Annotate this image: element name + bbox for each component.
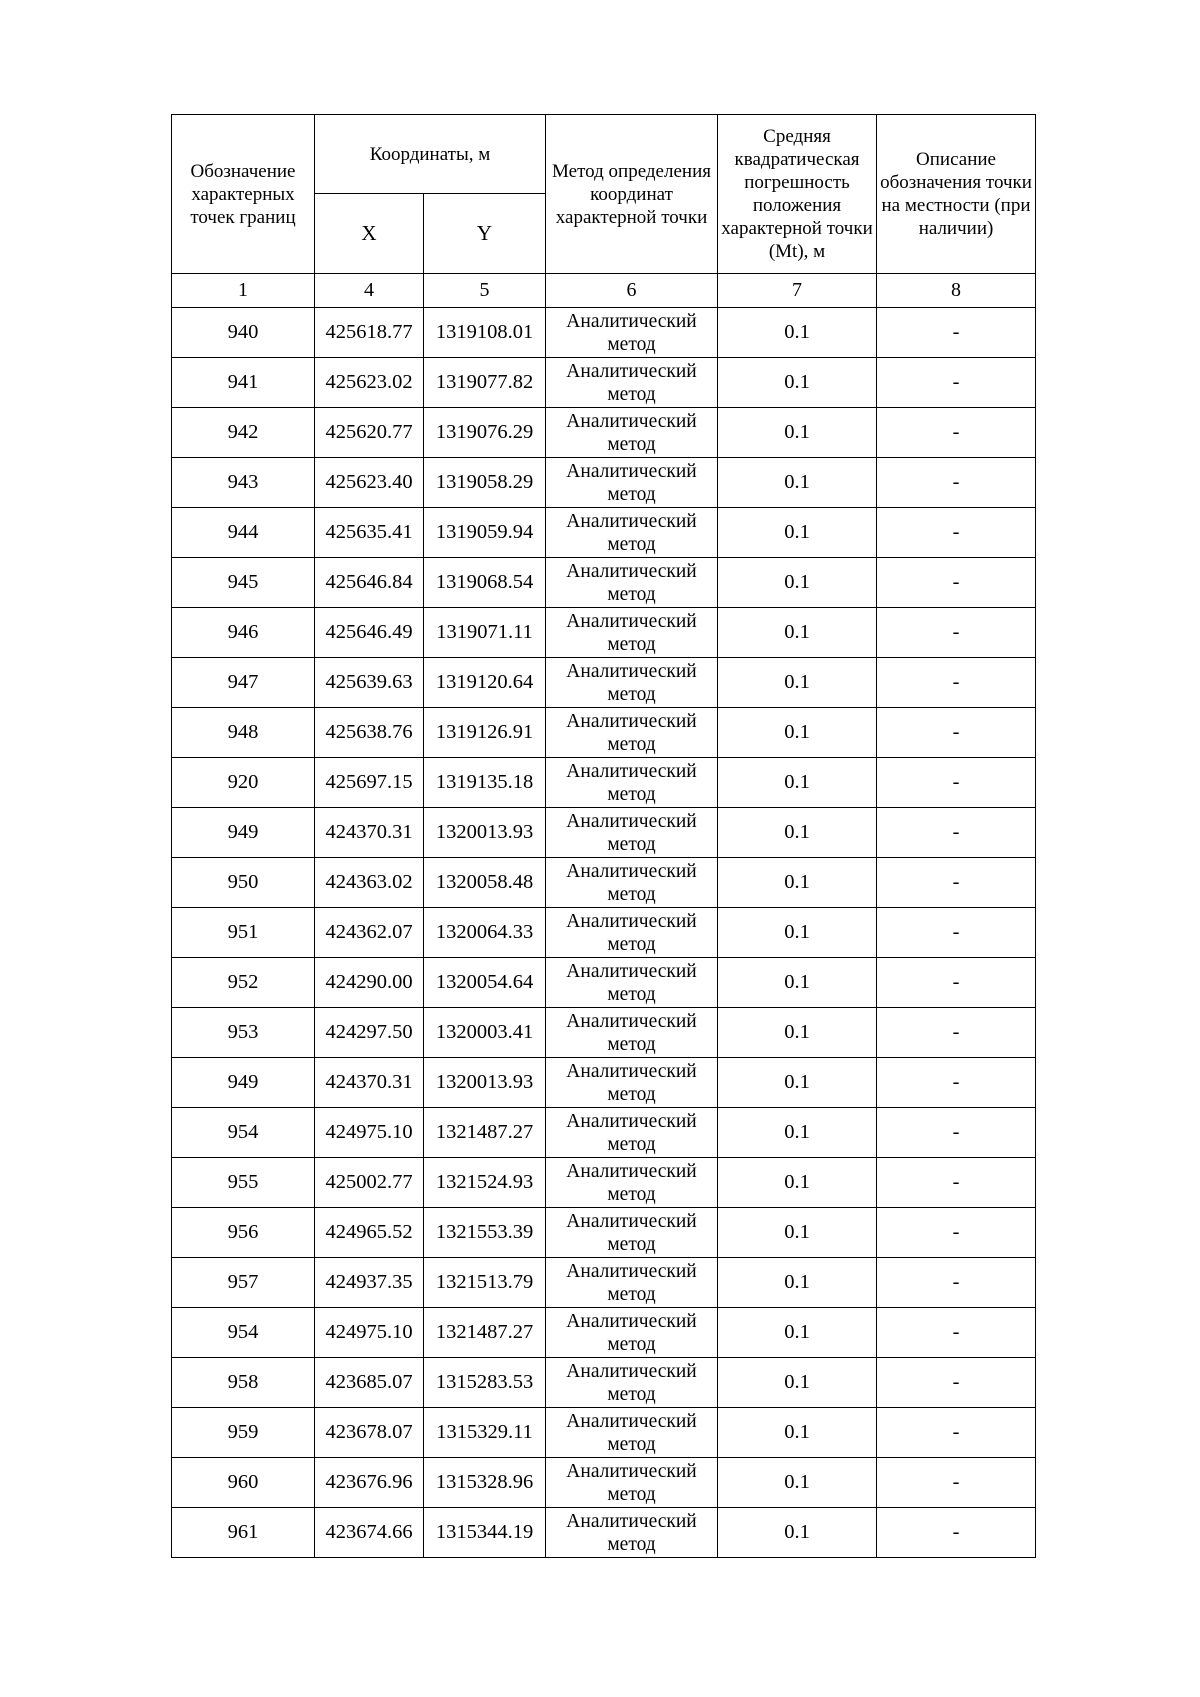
cell-method: Аналитический метод	[546, 1308, 718, 1358]
cell-method: Аналитический метод	[546, 358, 718, 408]
cell-description: -	[877, 1458, 1036, 1508]
cell-description: -	[877, 458, 1036, 508]
cell-y-coordinate: 1319135.18	[424, 758, 546, 808]
cell-point-number: 942	[172, 408, 315, 458]
table-row	[172, 758, 1036, 808]
cell-accuracy: 0.1	[718, 658, 877, 708]
table-row	[172, 858, 1036, 908]
cell-description: -	[877, 1358, 1036, 1408]
cell-y-coordinate: 1319071.11	[424, 608, 546, 658]
cell-point-number: 944	[172, 508, 315, 558]
table-body	[172, 308, 1036, 1558]
cell-x-coordinate: 425646.49	[315, 608, 424, 658]
cell-x-coordinate: 424965.52	[315, 1208, 424, 1258]
cell-x-coordinate: 424363.02	[315, 858, 424, 908]
cell-description: -	[877, 308, 1036, 358]
cell-method: Аналитический метод	[546, 1258, 718, 1308]
cell-accuracy: 0.1	[718, 708, 877, 758]
cell-method: Аналитический метод	[546, 958, 718, 1008]
cell-accuracy: 0.1	[718, 358, 877, 408]
cell-description: -	[877, 1208, 1036, 1258]
cell-y-coordinate: 1320013.93	[424, 1058, 546, 1108]
cell-y-coordinate: 1319108.01	[424, 308, 546, 358]
cell-x-coordinate: 424975.10	[315, 1308, 424, 1358]
cell-description: -	[877, 408, 1036, 458]
cell-method: Аналитический метод	[546, 408, 718, 458]
table-row	[172, 808, 1036, 858]
column-number: 7	[718, 274, 877, 308]
table-header	[172, 115, 1036, 308]
cell-description: -	[877, 858, 1036, 908]
cell-description: -	[877, 1508, 1036, 1558]
table-row	[172, 608, 1036, 658]
header-designation: Обозначение характерных точек границ	[172, 115, 315, 274]
table-row	[172, 458, 1036, 508]
cell-description: -	[877, 808, 1036, 858]
column-number-row	[172, 274, 1036, 308]
table-row	[172, 1008, 1036, 1058]
cell-point-number: 948	[172, 708, 315, 758]
cell-accuracy: 0.1	[718, 1208, 877, 1258]
cell-method: Аналитический метод	[546, 1208, 718, 1258]
table-row	[172, 1358, 1036, 1408]
cell-accuracy: 0.1	[718, 1508, 877, 1558]
cell-description: -	[877, 558, 1036, 608]
cell-accuracy: 0.1	[718, 1008, 877, 1058]
cell-method: Аналитический метод	[546, 1458, 718, 1508]
cell-point-number: 956	[172, 1208, 315, 1258]
cell-y-coordinate: 1321487.27	[424, 1308, 546, 1358]
cell-accuracy: 0.1	[718, 1408, 877, 1458]
cell-point-number: 943	[172, 458, 315, 508]
table-row	[172, 908, 1036, 958]
cell-y-coordinate: 1320058.48	[424, 858, 546, 908]
cell-point-number: 953	[172, 1008, 315, 1058]
cell-description: -	[877, 708, 1036, 758]
cell-x-coordinate: 425623.40	[315, 458, 424, 508]
cell-point-number: 961	[172, 1508, 315, 1558]
cell-point-number: 951	[172, 908, 315, 958]
cell-description: -	[877, 1058, 1036, 1108]
cell-x-coordinate: 425618.77	[315, 308, 424, 358]
table-row	[172, 558, 1036, 608]
cell-accuracy: 0.1	[718, 558, 877, 608]
cell-y-coordinate: 1321487.27	[424, 1108, 546, 1158]
table-row	[172, 408, 1036, 458]
cell-description: -	[877, 608, 1036, 658]
cell-y-coordinate: 1319126.91	[424, 708, 546, 758]
cell-point-number: 920	[172, 758, 315, 808]
table-row	[172, 308, 1036, 358]
cell-y-coordinate: 1319120.64	[424, 658, 546, 708]
cell-x-coordinate: 424297.50	[315, 1008, 424, 1058]
cell-point-number: 940	[172, 308, 315, 358]
cell-description: -	[877, 958, 1036, 1008]
cell-method: Аналитический метод	[546, 708, 718, 758]
cell-y-coordinate: 1315344.19	[424, 1508, 546, 1558]
table-row	[172, 508, 1036, 558]
cell-description: -	[877, 758, 1036, 808]
cell-x-coordinate: 425638.76	[315, 708, 424, 758]
cell-accuracy: 0.1	[718, 308, 877, 358]
cell-y-coordinate: 1319068.54	[424, 558, 546, 608]
table-row	[172, 658, 1036, 708]
cell-x-coordinate: 425639.63	[315, 658, 424, 708]
cell-point-number: 957	[172, 1258, 315, 1308]
cell-method: Аналитический метод	[546, 308, 718, 358]
table-row	[172, 358, 1036, 408]
cell-accuracy: 0.1	[718, 1358, 877, 1408]
cell-accuracy: 0.1	[718, 1308, 877, 1358]
table-row	[172, 708, 1036, 758]
cell-y-coordinate: 1320054.64	[424, 958, 546, 1008]
cell-description: -	[877, 358, 1036, 408]
header-coordinates: Координаты, м	[315, 115, 546, 194]
cell-method: Аналитический метод	[546, 908, 718, 958]
cell-method: Аналитический метод	[546, 1508, 718, 1558]
cell-method: Аналитический метод	[546, 458, 718, 508]
cell-accuracy: 0.1	[718, 1458, 877, 1508]
cell-accuracy: 0.1	[718, 858, 877, 908]
cell-method: Аналитический метод	[546, 1008, 718, 1058]
table-row	[172, 958, 1036, 1008]
cell-point-number: 954	[172, 1108, 315, 1158]
cell-method: Аналитический метод	[546, 658, 718, 708]
cell-x-coordinate: 424370.31	[315, 1058, 424, 1108]
cell-x-coordinate: 423678.07	[315, 1408, 424, 1458]
cell-point-number: 958	[172, 1358, 315, 1408]
cell-method: Аналитический метод	[546, 1058, 718, 1108]
cell-y-coordinate: 1315329.11	[424, 1408, 546, 1458]
cell-point-number: 949	[172, 808, 315, 858]
cell-point-number: 949	[172, 1058, 315, 1108]
cell-x-coordinate: 424937.35	[315, 1258, 424, 1308]
cell-y-coordinate: 1321513.79	[424, 1258, 546, 1308]
cell-point-number: 946	[172, 608, 315, 658]
cell-method: Аналитический метод	[546, 558, 718, 608]
cell-description: -	[877, 1408, 1036, 1458]
cell-method: Аналитический метод	[546, 1358, 718, 1408]
header-x: X	[315, 194, 424, 274]
cell-accuracy: 0.1	[718, 608, 877, 658]
cell-accuracy: 0.1	[718, 458, 877, 508]
cell-point-number: 959	[172, 1408, 315, 1458]
cell-point-number: 945	[172, 558, 315, 608]
cell-point-number: 950	[172, 858, 315, 908]
cell-x-coordinate: 425620.77	[315, 408, 424, 458]
cell-x-coordinate: 425623.02	[315, 358, 424, 408]
table-row	[172, 1058, 1036, 1108]
cell-point-number: 954	[172, 1308, 315, 1358]
cell-y-coordinate: 1315283.53	[424, 1358, 546, 1408]
cell-y-coordinate: 1320003.41	[424, 1008, 546, 1058]
cell-accuracy: 0.1	[718, 908, 877, 958]
cell-x-coordinate: 424975.10	[315, 1108, 424, 1158]
cell-x-coordinate: 424362.07	[315, 908, 424, 958]
cell-x-coordinate: 423676.96	[315, 1458, 424, 1508]
cell-y-coordinate: 1319058.29	[424, 458, 546, 508]
cell-y-coordinate: 1319059.94	[424, 508, 546, 558]
cell-accuracy: 0.1	[718, 808, 877, 858]
cell-accuracy: 0.1	[718, 1058, 877, 1108]
cell-method: Аналитический метод	[546, 1108, 718, 1158]
cell-accuracy: 0.1	[718, 508, 877, 558]
table-row	[172, 1408, 1036, 1458]
cell-point-number: 947	[172, 658, 315, 708]
column-number: 4	[315, 274, 424, 308]
table-row	[172, 1158, 1036, 1208]
table-row	[172, 1308, 1036, 1358]
cell-x-coordinate: 425002.77	[315, 1158, 424, 1208]
table-row	[172, 1108, 1036, 1158]
column-number: 1	[172, 274, 315, 308]
cell-description: -	[877, 658, 1036, 708]
cell-method: Аналитический метод	[546, 608, 718, 658]
cell-method: Аналитический метод	[546, 858, 718, 908]
cell-x-coordinate: 424290.00	[315, 958, 424, 1008]
cell-description: -	[877, 508, 1036, 558]
cell-x-coordinate: 423685.07	[315, 1358, 424, 1408]
cell-accuracy: 0.1	[718, 1158, 877, 1208]
cell-description: -	[877, 1308, 1036, 1358]
cell-y-coordinate: 1319076.29	[424, 408, 546, 458]
cell-y-coordinate: 1321524.93	[424, 1158, 546, 1208]
cell-y-coordinate: 1319077.82	[424, 358, 546, 408]
cell-description: -	[877, 908, 1036, 958]
cell-accuracy: 0.1	[718, 1258, 877, 1308]
column-number: 8	[877, 274, 1036, 308]
cell-method: Аналитический метод	[546, 808, 718, 858]
column-number: 6	[546, 274, 718, 308]
cell-accuracy: 0.1	[718, 1108, 877, 1158]
document-page	[171, 114, 1035, 1558]
cell-description: -	[877, 1158, 1036, 1208]
table-row	[172, 1508, 1036, 1558]
column-number: 5	[424, 274, 546, 308]
cell-y-coordinate: 1321553.39	[424, 1208, 546, 1258]
cell-method: Аналитический метод	[546, 1408, 718, 1458]
cell-description: -	[877, 1108, 1036, 1158]
table-row	[172, 1208, 1036, 1258]
cell-x-coordinate: 424370.31	[315, 808, 424, 858]
cell-y-coordinate: 1315328.96	[424, 1458, 546, 1508]
cell-point-number: 960	[172, 1458, 315, 1508]
cell-point-number: 952	[172, 958, 315, 1008]
cell-description: -	[877, 1008, 1036, 1058]
cell-y-coordinate: 1320013.93	[424, 808, 546, 858]
cell-accuracy: 0.1	[718, 758, 877, 808]
header-description: Описание обозначения точки на местности (при наличии)	[877, 115, 1036, 274]
cell-accuracy: 0.1	[718, 408, 877, 458]
cell-x-coordinate: 425635.41	[315, 508, 424, 558]
cell-x-coordinate: 425646.84	[315, 558, 424, 608]
header-method: Метод определения координат характерной точки	[546, 115, 718, 274]
table-row	[172, 1258, 1036, 1308]
header-accuracy: Средняя квадратическая погрешность положения характерной точки (Mt), м	[718, 115, 877, 274]
cell-method: Аналитический метод	[546, 1158, 718, 1208]
boundary-points-table	[171, 114, 1036, 1558]
cell-y-coordinate: 1320064.33	[424, 908, 546, 958]
cell-method: Аналитический метод	[546, 758, 718, 808]
cell-point-number: 955	[172, 1158, 315, 1208]
cell-x-coordinate: 425697.15	[315, 758, 424, 808]
cell-point-number: 941	[172, 358, 315, 408]
cell-method: Аналитический метод	[546, 508, 718, 558]
table-row	[172, 1458, 1036, 1508]
cell-x-coordinate: 423674.66	[315, 1508, 424, 1558]
header-y: Y	[424, 194, 546, 274]
cell-accuracy: 0.1	[718, 958, 877, 1008]
cell-description: -	[877, 1258, 1036, 1308]
